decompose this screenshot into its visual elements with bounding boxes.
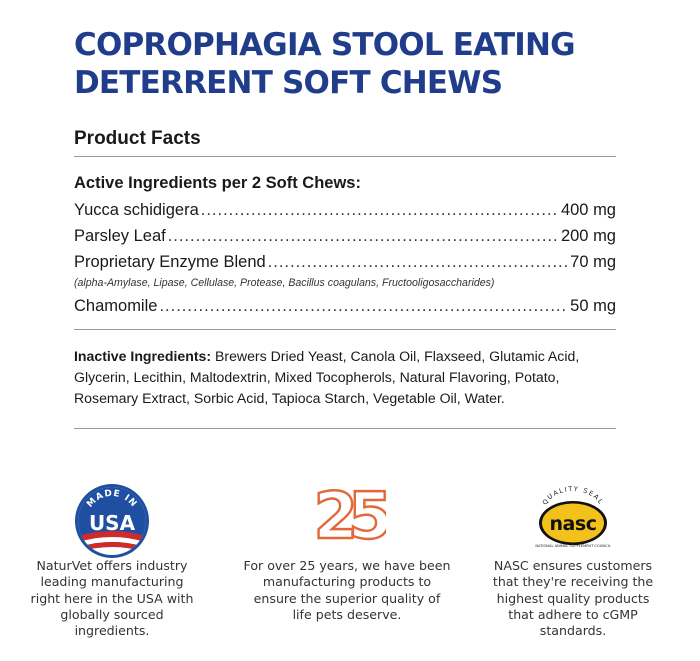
badge-line: For over 25 years, we have been bbox=[243, 558, 451, 573]
divider bbox=[74, 428, 616, 429]
product-title-line-1: COPROPHAGIA STOOL EATING bbox=[74, 27, 575, 63]
seal-top-text: MADE IN bbox=[85, 488, 139, 510]
ingredient-row bbox=[74, 253, 616, 272]
ingredient-row bbox=[74, 201, 616, 220]
ingredient-amount: 50 mg bbox=[570, 297, 616, 315]
badge-line: right here in the USA with bbox=[30, 590, 194, 606]
ingredient-row bbox=[74, 227, 616, 246]
badge-line: NASC ensures customers bbox=[493, 558, 653, 573]
inactive-ingredients-label: Inactive Ingredients: bbox=[74, 348, 212, 364]
leader-dots bbox=[268, 253, 568, 272]
25-years-icon bbox=[310, 480, 386, 548]
seal-main-text: nasc bbox=[549, 513, 597, 535]
ingredient-name: Chamomile bbox=[74, 297, 158, 315]
ingredient-amount: 70 mg bbox=[570, 253, 616, 271]
badge-line: standards. bbox=[539, 623, 607, 639]
badge-line: that they're receiving the bbox=[492, 574, 654, 590]
seal-bottom-text: NATIONAL ANIMAL SUPPLEMENT COUNCIL bbox=[535, 544, 611, 548]
inactive-ingredients-text: Brewers Dried Yeast, Canola Oil, Flaxseed, Glutamic Acid, Glycerin, Lecithin, Maltodextrin, Mixed Tocopherols, Natural Flavoring, Potato, Rosemary Extract, Sorbic Acid, Tapioca Starch, Vegetable Oil, Water. bbox=[74, 348, 580, 406]
made-in-usa-seal-icon bbox=[74, 483, 150, 559]
25-years-description bbox=[232, 558, 462, 623]
enzyme-blend-note: (alpha-Amylase, Lipase, Cellulase, Protease, Bacillus coagulans, Fructooligosaccharides) bbox=[74, 277, 495, 289]
divider bbox=[74, 329, 616, 330]
badge-line: life pets deserve. bbox=[292, 606, 402, 622]
seal-top-text: QUALITY SEAL bbox=[540, 484, 606, 507]
inactive-ingredients bbox=[74, 346, 622, 409]
ingredient-name: Yucca schidigera bbox=[74, 201, 199, 219]
badge-line: NaturVet offers industry bbox=[36, 558, 188, 573]
ingredient-amount: 200 mg bbox=[560, 227, 616, 245]
leader-dots bbox=[168, 227, 559, 246]
product-title bbox=[74, 26, 634, 102]
product-facts-heading: Product Facts bbox=[74, 128, 201, 149]
badge-line: manufacturing products to bbox=[262, 574, 432, 590]
active-ingredients-heading: Active Ingredients per 2 Soft Chews: bbox=[74, 174, 361, 192]
ingredient-name: Parsley Leaf bbox=[74, 227, 166, 245]
seal-main-text: USA bbox=[88, 511, 136, 535]
ingredient-name: Proprietary Enzyme Blend bbox=[74, 253, 266, 271]
made-in-usa-description bbox=[17, 558, 207, 639]
divider bbox=[74, 156, 616, 157]
badge-line: globally sourced bbox=[60, 606, 164, 622]
years-number: 25 bbox=[313, 480, 383, 548]
ingredient-amount: 400 mg bbox=[560, 201, 616, 219]
badge-line: ingredients. bbox=[74, 623, 150, 639]
ingredient-row bbox=[74, 297, 616, 316]
leader-dots bbox=[201, 201, 559, 220]
badge-line: highest quality products bbox=[496, 590, 650, 606]
badge-line: ensure the superior quality of bbox=[253, 590, 441, 606]
leader-dots bbox=[159, 297, 568, 316]
nasc-description bbox=[478, 558, 668, 639]
nasc-quality-seal-icon bbox=[530, 483, 616, 555]
product-title-line-2: DETERRENT SOFT CHEWS bbox=[74, 65, 503, 101]
badge-line: leading manufacturing bbox=[40, 574, 184, 590]
badge-line: that adhere to cGMP bbox=[508, 606, 638, 622]
